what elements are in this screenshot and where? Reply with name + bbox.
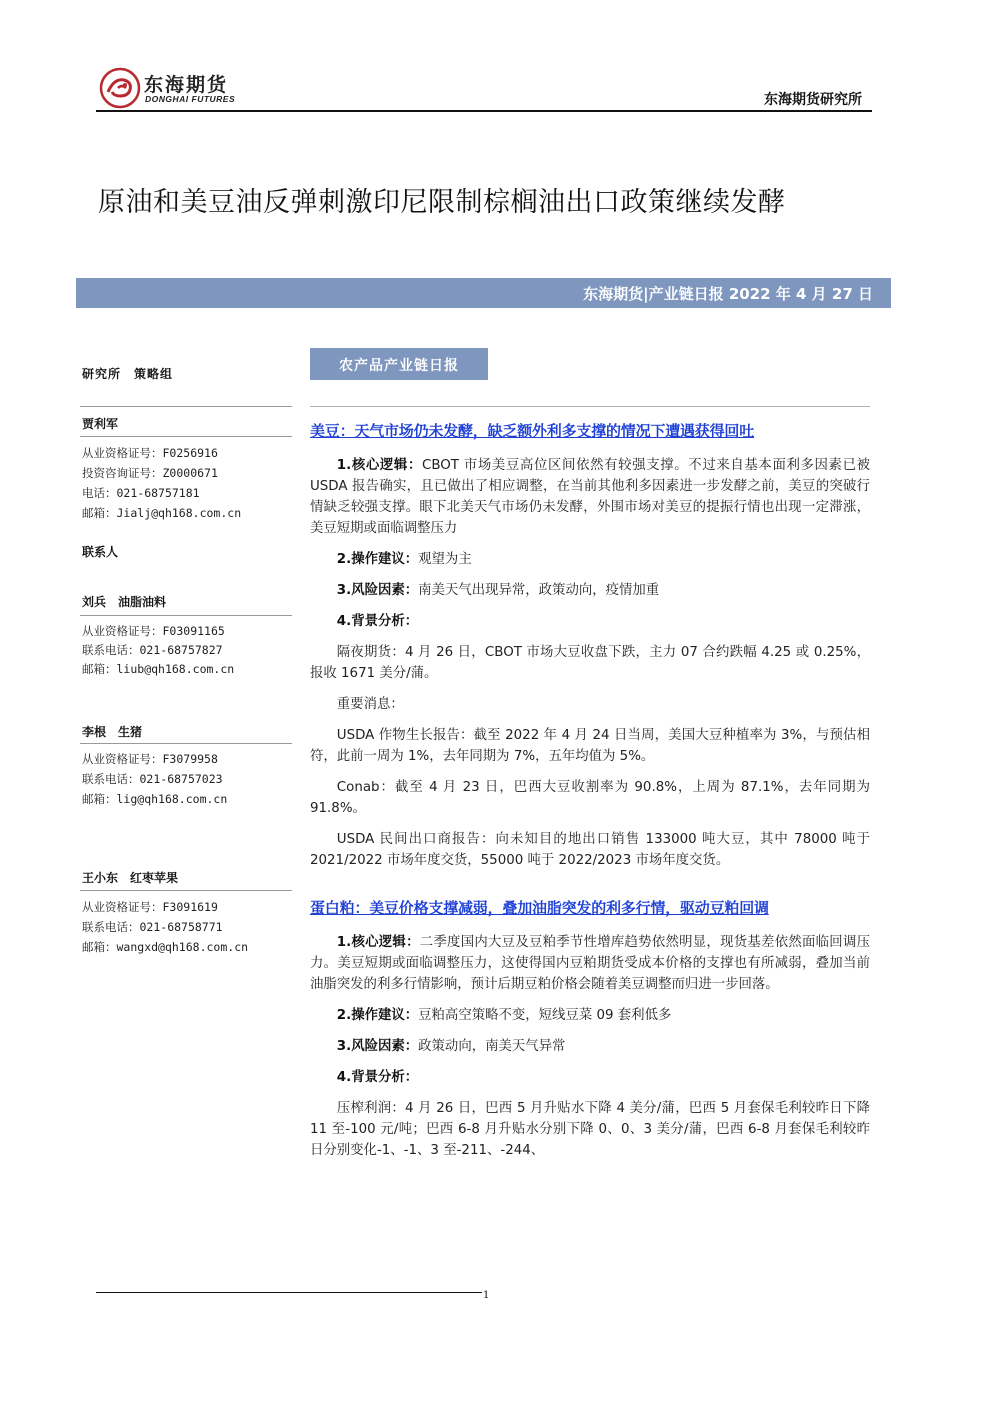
core-logic-text: CBOT 市场美豆高位区间依然有较强支撑。不过来自基本面利多因素已被 USDA 报告确实，且已做出了相应调整，在当前其他利多因素进一步发酵之前，美豆的突破行情缺乏较强支撑。眼下北美天气市场仍未发酵，外围市场对美豆的提振行情也出现一定滞涨，美豆短期或面临调整压力 — [310, 458, 870, 536]
report-date-line: 东海期货|产业链日报 2022 年 4 月 27 日 — [583, 285, 873, 303]
contact-name: 刘兵 油脂油料 — [82, 595, 167, 609]
contact-detail: 联系电话：021-68758771 — [82, 920, 223, 934]
contacts-heading: 联系人 — [82, 545, 119, 559]
contact-name: 王小东 红枣苹果 — [82, 871, 179, 885]
soybean-paragraph: USDA 民间出口商报告：向未知目的地出口销售 133000 吨大豆，其中 78000 吨于 2021/2022 市场年度交货，55000 吨于 2022/2023 市场年度交货。 — [310, 832, 870, 868]
meal-paragraph: 压榨利润：4 月 26 日，巴西 5 月升贴水下降 4 美分/蒲，巴西 5 月套保毛利较昨日下降 11 至-100 元/吨；巴西 6-8 月升贴水分别下降 0、0、3 美分/蒲，巴西 6-8 月套保毛利较昨日分别变化-1、-1、3 至-211、-244、 — [310, 1101, 870, 1158]
background-label: 4.背景分析： — [336, 614, 419, 629]
soybean-paragraph: USDA 作物生长报告：截至 2022 年 4 月 24 日当周，美国大豆种植率为 3%，与预估相符，此前一周为 1%，去年同期为 7%，五年均值为 5%。 — [310, 728, 870, 764]
header-divider — [96, 110, 872, 112]
logo-text-cn: 东海期货 — [144, 74, 229, 96]
analyst-detail: 从业资格证号：F0256916 — [82, 446, 218, 460]
sidebar-divider — [80, 615, 292, 616]
risk-label: 3.风险因素： — [336, 1039, 419, 1054]
meal-background — [310, 1067, 870, 1088]
analyst-email: 邮箱：Jialj@qh168.com.cn — [82, 506, 242, 520]
section-tag-label: 农产品产业链日报 — [339, 358, 459, 374]
contact-detail: 联系电话：021-68757827 — [82, 643, 223, 657]
sidebar-divider — [80, 436, 292, 437]
contact-email: 邮箱：liub@qh168.com.cn — [82, 662, 235, 676]
advice-label: 2.操作建议： — [336, 552, 419, 567]
core-logic-label: 1.核心逻辑： — [336, 935, 420, 950]
meal-risk — [310, 1036, 870, 1057]
meal-advice — [310, 1005, 870, 1026]
meal-core-logic — [310, 932, 870, 995]
contact-detail: 从业资格证号：F3079958 — [82, 752, 218, 766]
core-logic-text: 二季度国内大豆及豆粕季节性增库趋势依然明显，现货基差依然面临回调压力。美豆短期或面临调整压力，这使得国内豆粕期货受成本价格的支撑也有所减弱，叠加当前油脂突发的利多行情影响，预计后期豆粕价格会随着美豆调整而归进一步回落。 — [310, 935, 871, 992]
soybean-heading: 美豆：天气市场仍未发酵，缺乏额外利多支撑的情况下遭遇获得回吐 — [310, 422, 755, 440]
risk-label: 3.风险因素： — [336, 583, 419, 598]
analyst-detail: 投资咨询证号：Z0000671 — [82, 466, 218, 480]
contact-detail: 联系电话：021-68757023 — [82, 772, 223, 786]
sidebar-org: 研究所 策略组 — [82, 367, 174, 381]
risk-text: 政策动向，南美天气异常 — [418, 1039, 566, 1054]
sidebar-divider — [80, 406, 292, 407]
risk-text: 南美天气出现异常，政策动向，疫情加重 — [418, 583, 660, 598]
contact-detail: 从业资格证号：F3091619 — [82, 900, 218, 914]
analyst-name: 贾利军 — [82, 417, 119, 431]
soybean-advice — [310, 549, 870, 570]
main-content — [310, 420, 870, 1161]
core-logic-label: 1.核心逻辑： — [336, 458, 422, 473]
report-banner — [76, 278, 891, 308]
advice-label: 2.操作建议： — [336, 1008, 419, 1023]
soybean-core-logic — [310, 455, 870, 539]
company-logo — [98, 66, 238, 110]
soybean-paragraph: 重要消息： — [336, 697, 404, 712]
soybean-risk — [310, 580, 870, 601]
advice-text: 豆粕高空策略不变，短线豆菜 09 套利低多 — [418, 1008, 672, 1023]
page-number: 1 — [483, 1290, 490, 1301]
contact-detail: 从业资格证号：F03091165 — [82, 624, 225, 638]
section-divider — [310, 406, 870, 407]
footer-divider — [96, 1292, 482, 1293]
soybean-background — [310, 611, 870, 632]
contact-email: 邮箱：lig@qh168.com.cn — [82, 792, 228, 806]
analyst-detail: 电话：021-68757181 — [82, 486, 200, 500]
logo-text-en: DONGHAI FUTURES — [145, 94, 236, 104]
contact-name: 李根 生猪 — [82, 725, 143, 739]
soybean-paragraph: Conab：截至 4 月 23 日，巴西大豆收割率为 90.8%，上周为 87.1%，去年同期为 91.8%。 — [310, 780, 870, 816]
sidebar-divider — [80, 890, 292, 891]
contact-email: 邮箱：wangxd@qh168.com.cn — [82, 940, 249, 954]
sidebar-divider — [80, 743, 292, 744]
soybean-paragraph: 隔夜期货：4 月 26 日，CBOT 市场大豆收盘下跌，主力 07 合约跌幅 4.25 或 0.25%，报收 1671 美分/蒲。 — [310, 645, 870, 681]
meal-heading: 蛋白粕：美豆价格支撑减弱，叠加油脂突发的利多行情，驱动豆粕回调 — [310, 899, 769, 917]
report-title: 原油和美豆油反弹刺激印尼限制棕榈油出口政策继续发酵 — [98, 187, 786, 218]
advice-text: 观望为主 — [418, 552, 472, 567]
background-label: 4.背景分析： — [336, 1070, 419, 1085]
donghai-logo-icon — [98, 66, 142, 110]
section-tag — [310, 348, 488, 380]
institute-name: 东海期货研究所 — [764, 92, 862, 108]
